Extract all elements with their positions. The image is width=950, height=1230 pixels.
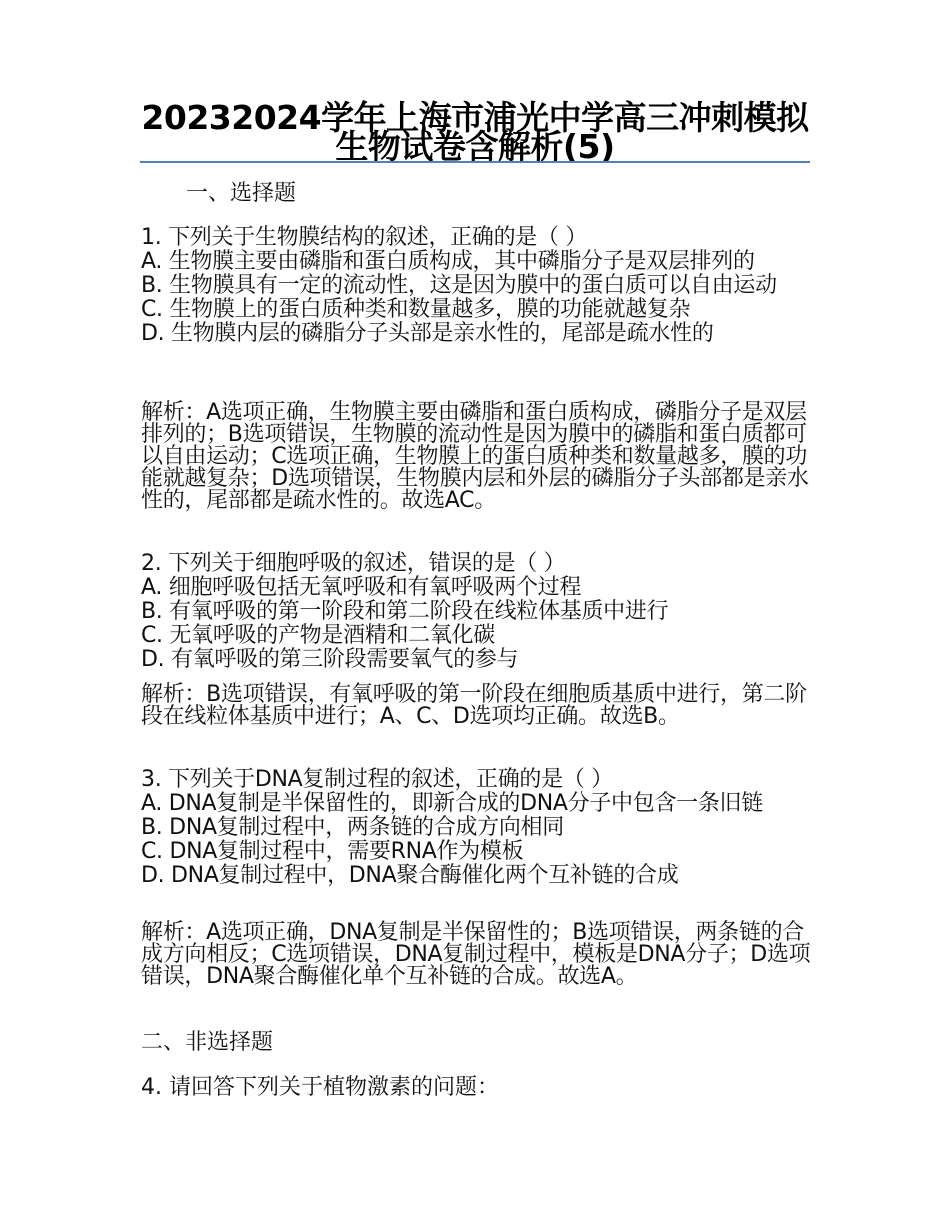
question-3-stem: 3. 下列关于DNA复制过程的叙述，正确的是（ ） — [141, 767, 613, 792]
question-3-option-c: C. DNA复制过程中，需要RNA作为模板 — [141, 839, 524, 864]
question-1-option-c: C. 生物膜上的蛋白质种类和数量越多，膜的功能就越复杂 — [141, 297, 691, 322]
question-2-option-a: A. 细胞呼吸包括无氧呼吸和有氧呼吸两个过程 — [141, 575, 582, 600]
question-3-option-a: A. DNA复制是半保留性的，即新合成的DNA分子中包含一条旧链 — [141, 791, 763, 816]
question-4-stem: 4. 请回答下列关于植物激素的问题： — [141, 1075, 499, 1100]
question-1 — [141, 226, 811, 346]
question-1-analysis: 解析：A选项正确，生物膜主要由磷脂和蛋白质构成，磷脂分子是双层排列的；B选项错误，生物膜的流动性是因为膜中的磷脂和蛋白质都可以自由运动；C选项正确，生物膜上的蛋白质种类和数量越多，膜的功能就越复杂；D选项错误，生物膜内层和外层的磷脂分子头部都是亲水性的，尾部都是疏水性的。故选AC。 — [141, 400, 809, 513]
title-underline — [140, 161, 810, 163]
question-3 — [141, 768, 811, 888]
question-2-option-b: B. 有氧呼吸的第一阶段和第二阶段在线粒体基质中进行 — [141, 599, 669, 624]
question-2-analysis: 解析：B选项错误，有氧呼吸的第一阶段在细胞质基质中进行，第二阶段在线粒体基质中进行；A、C、D选项均正确。故选B。 — [141, 682, 807, 729]
question-1-option-b: B. 生物膜具有一定的流动性，这是因为膜中的蛋白质可以自由运动 — [141, 273, 777, 298]
question-3-option-b: B. DNA复制过程中，两条链的合成方向相同 — [141, 815, 564, 840]
section-heading-non-choice: 二、非选择题 — [141, 1030, 274, 1055]
question-2-option-d: D. 有氧呼吸的第三阶段需要氧气的参与 — [141, 647, 519, 672]
question-1-stem: 1. 下列关于生物膜结构的叙述，正确的是（ ） — [141, 225, 588, 250]
question-3-analysis: 解析：A选项正确，DNA复制是半保留性的；B选项错误，两条链的合成方向相反；C选项错误，DNA复制过程中，模板是DNA分子；D选项错误，DNA聚合酶催化单个互补链的合成。故选A。 — [141, 920, 811, 989]
document-title: 20232024学年上海市浦光中学高三冲刺模拟生物试卷含解析(5) — [141, 98, 809, 166]
section-heading-choice: 一、选择题 — [186, 181, 297, 206]
question-1-option-a: A. 生物膜主要由磷脂和蛋白质构成，其中磷脂分子是双层排列的 — [141, 249, 755, 274]
question-2-option-c: C. 无氧呼吸的产物是酒精和二氧化碳 — [141, 623, 495, 648]
question-2-stem: 2. 下列关于细胞呼吸的叙述，错误的是（ ） — [141, 551, 566, 576]
question-2 — [141, 552, 811, 672]
question-1-option-d: D. 生物膜内层的磷脂分子头部是亲水性的，尾部是疏水性的 — [141, 321, 714, 346]
question-3-option-d: D. DNA复制过程中，DNA聚合酶催化两个互补链的合成 — [141, 863, 679, 888]
